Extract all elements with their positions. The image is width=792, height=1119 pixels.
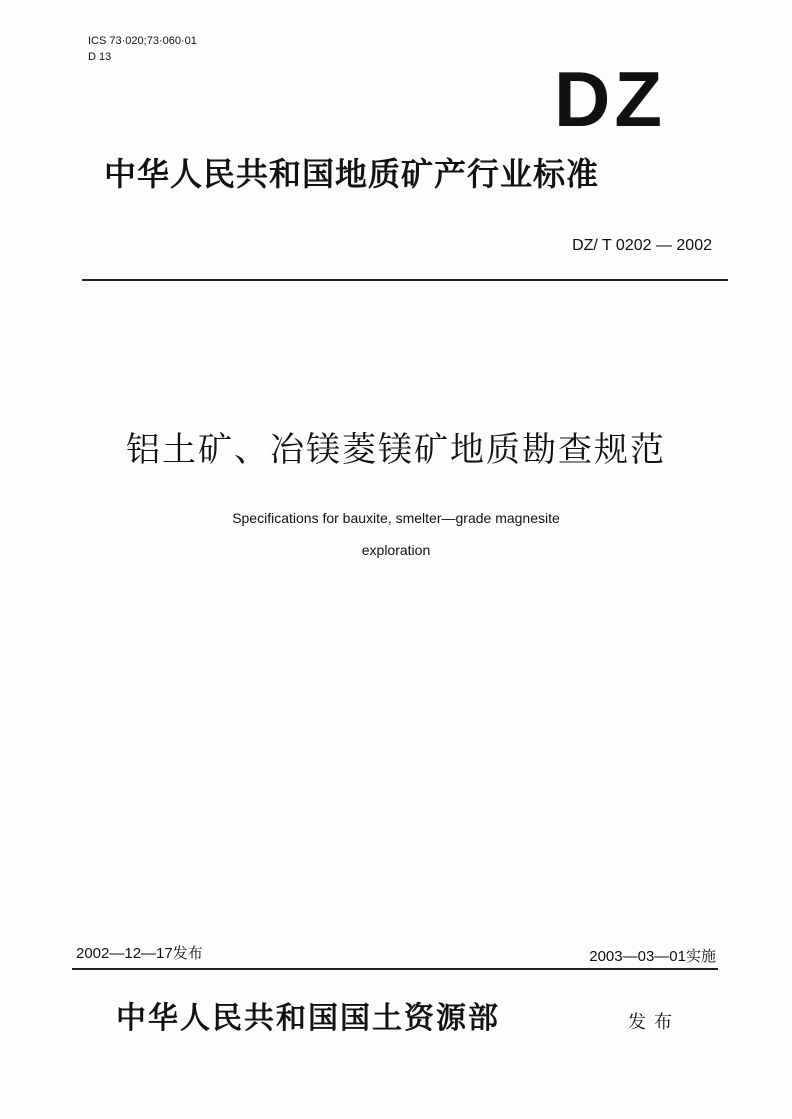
ics-code: ICS 73·020;73·060·01	[88, 35, 197, 47]
standard-number: DZ/ T 0202 — 2002	[572, 237, 712, 254]
document-title-chinese: 铝土矿、冶镁菱镁矿地质勘查规范	[126, 430, 666, 470]
document-title-english-line2: exploration	[361, 542, 431, 558]
implementation-date: 2003—03—01实施	[589, 948, 716, 965]
classification-code: D 13	[88, 51, 112, 63]
publish-label: 发布	[628, 1012, 680, 1033]
standard-category-heading: 中华人民共和国地质矿产行业标准	[104, 155, 600, 193]
dz-logo: DZ	[554, 55, 666, 143]
issue-date: 2002—12—17发布	[76, 945, 203, 962]
document-title-english-line1: Specifications for bauxite, smelter—grade magnesite	[232, 510, 560, 526]
top-divider	[82, 279, 728, 281]
bottom-divider	[72, 968, 718, 970]
issuing-authority: 中华人民共和国国土资源部	[116, 1001, 500, 1036]
